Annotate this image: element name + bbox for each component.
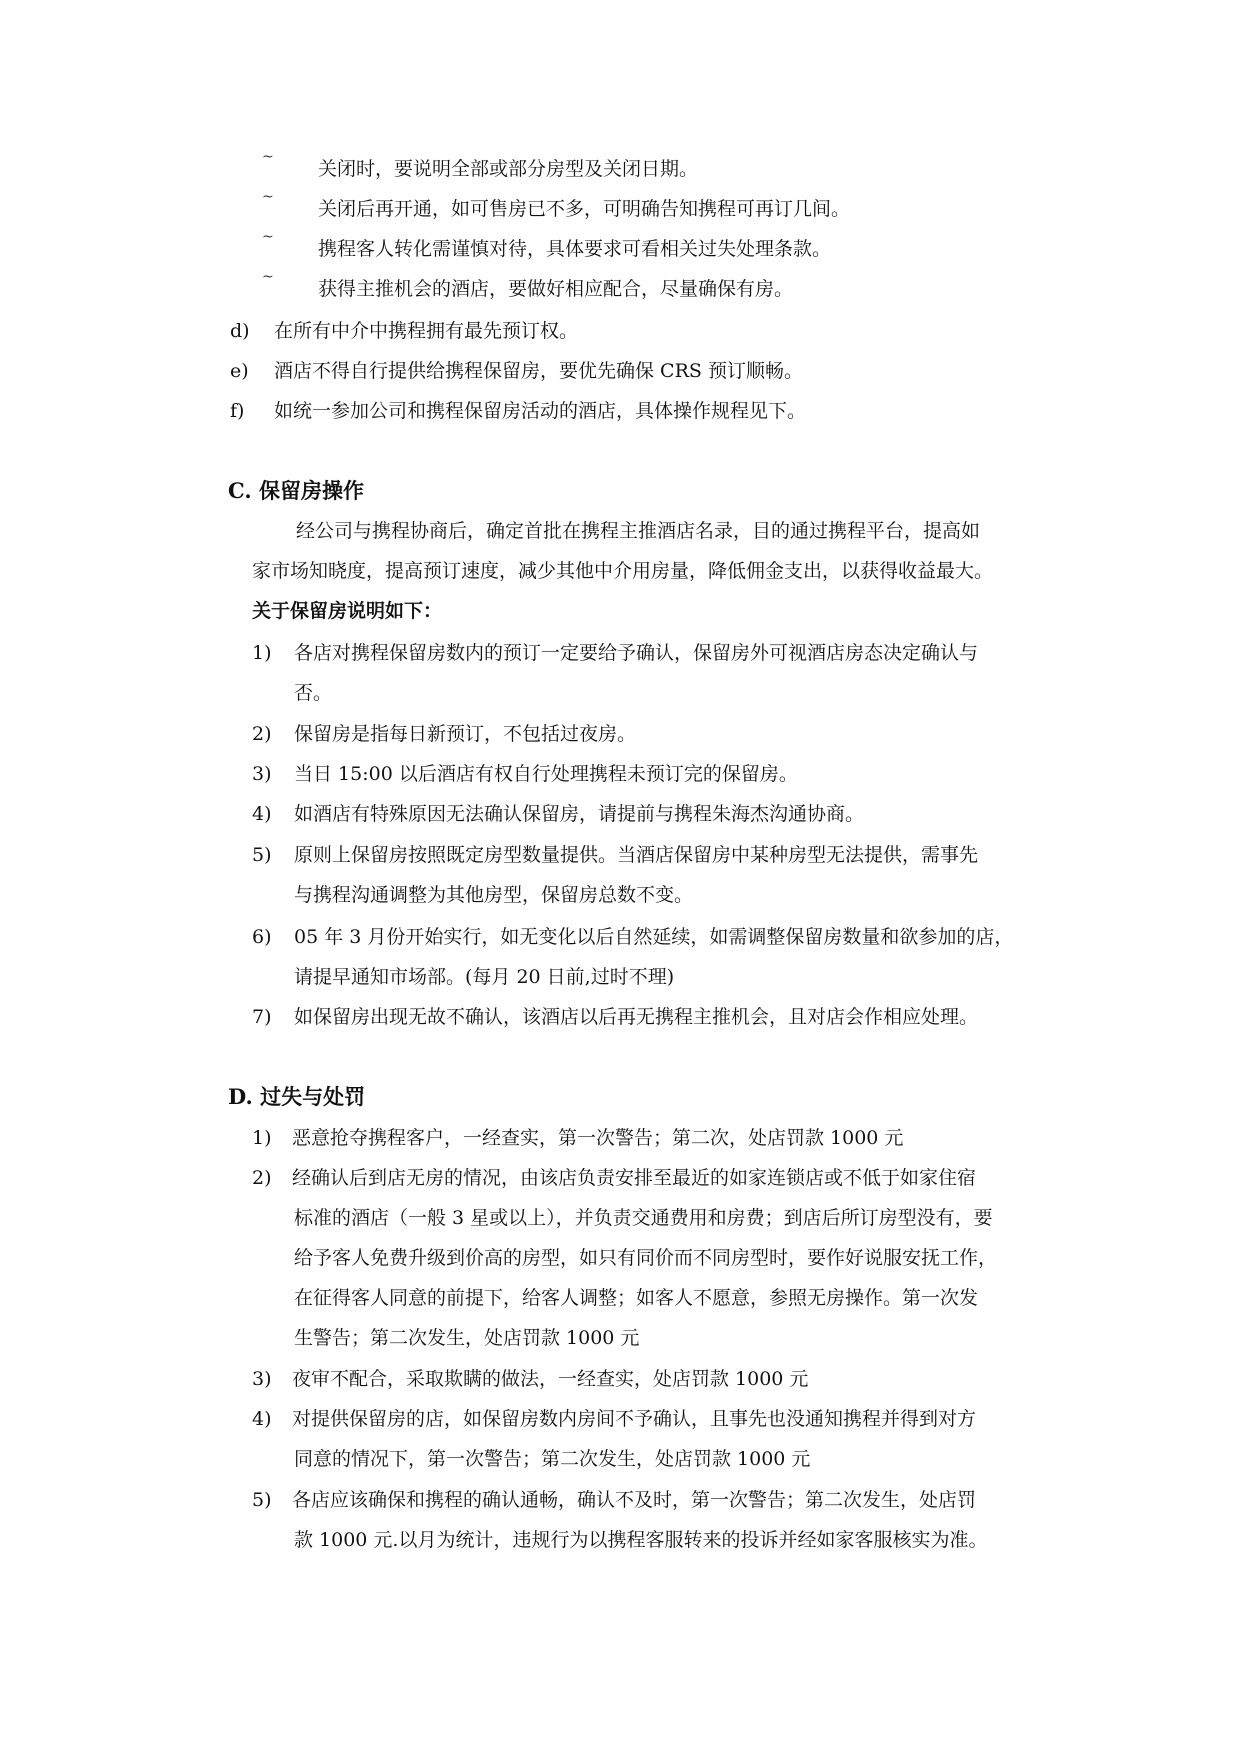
list-marker: 2): [252, 1167, 272, 1189]
list-item: 如保留房出现无故不确认，该酒店以后再无携程主推机会，且对店会作相应处理。: [294, 1006, 979, 1028]
list-marker: 6): [252, 926, 272, 948]
list-marker: d): [230, 320, 250, 342]
list-item: 夜审不配合，采取欺瞒的做法，一经查实，处店罚款 1000 元: [292, 1368, 809, 1390]
list-marker: e): [230, 360, 249, 382]
list-item-continuation: 与携程沟通调整为其他房型，保留房总数不变。: [294, 884, 694, 906]
list-item-continuation: 款 1000 元.以月为统计，违规行为以携程客服转来的投诉并经如家客服核实为准。: [294, 1529, 988, 1551]
list-marker: 4): [252, 1408, 272, 1430]
list-marker: 3): [252, 1368, 272, 1390]
bullet-marker: ~: [262, 269, 274, 285]
bullet-text: 携程客人转化需谨慎对待，具体要求可看相关过失处理条款。: [318, 238, 832, 260]
bullet-marker: ~: [262, 149, 274, 165]
list-item: 经确认后到店无房的情况，由该店负责安排至最近的如家连锁店或不低于如家住宿: [292, 1167, 977, 1189]
list-item: 当日 15:00 以后酒店有权自行处理携程未预订完的保留房。: [294, 763, 798, 785]
list-item: 各店对携程保留房数内的预订一定要给予确认，保留房外可视酒店房态决定确认与: [294, 642, 979, 664]
bullet-text: 关闭后再开通，如可售房已不多，可明确告知携程可再订几间。: [318, 198, 851, 220]
bullet-marker: ~: [262, 189, 274, 205]
list-marker: 1): [252, 642, 272, 664]
list-marker: 2): [252, 723, 272, 745]
section-d-heading: D. 过失与处罚: [228, 1084, 366, 1109]
bullet-text: 获得主推机会的酒店，要做好相应配合，尽量确保有房。: [318, 278, 794, 300]
list-item: 如酒店有特殊原因无法确认保留房，请提前与携程朱海杰沟通协商。: [294, 803, 865, 825]
section-c-subheading: 关于保留房说明如下：: [252, 600, 443, 622]
list-item: 对提供保留房的店，如保留房数内房间不予确认，且事先也没通知携程并得到对方: [292, 1408, 977, 1430]
list-item-continuation: 请提早通知市场部。(每月 20 日前,过时不理): [294, 966, 675, 988]
list-marker: 4): [252, 803, 272, 825]
list-item: 酒店不得自行提供给携程保留房，要优先确保 CRS 预订顺畅。: [274, 360, 803, 382]
list-item-continuation: 生警告；第二次发生，处店罚款 1000 元: [294, 1327, 640, 1349]
list-marker: 5): [252, 844, 272, 866]
list-item-continuation: 标准的酒店（一般 3 星或以上），并负责交通费用和房费；到店后所订房型没有，要: [294, 1207, 993, 1229]
list-item: 各店应该确保和携程的确认通畅，确认不及时，第一次警告；第二次发生，处店罚: [292, 1489, 977, 1511]
list-item-continuation: 给予客人免费升级到价高的房型，如只有同价而不同房型时，要作好说服安抚工作，: [294, 1247, 998, 1269]
section-c-intro: 家市场知晓度，提高预订速度，减少其他中介用房量，降低佣金支出，以获得收益最大。: [252, 560, 994, 582]
list-marker: 5): [252, 1489, 272, 1511]
list-item: 保留房是指每日新预订，不包括过夜房。: [294, 723, 637, 745]
list-marker: 3): [252, 763, 272, 785]
list-item: 05 年 3 月份开始实行，如无变化以后自然延续，如需调整保留房数量和欲参加的店，: [294, 926, 1014, 948]
list-marker: f): [230, 400, 245, 422]
list-item: 如统一参加公司和携程保留房活动的酒店，具体操作规程见下。: [274, 400, 807, 422]
list-item-continuation: 否。: [294, 682, 333, 704]
list-item-continuation: 在征得客人同意的前提下，给客人调整；如客人不愿意，参照无房操作。第一次发: [294, 1287, 979, 1309]
bullet-marker: ~: [262, 229, 274, 245]
list-item-continuation: 同意的情况下，第一次警告；第二次发生，处店罚款 1000 元: [294, 1448, 811, 1470]
bullet-text: 关闭时，要说明全部或部分房型及关闭日期。: [318, 158, 699, 180]
list-item: 原则上保留房按照既定房型数量提供。当酒店保留房中某种房型无法提供，需事先: [294, 844, 979, 866]
list-item: 恶意抢夺携程客户，一经查实，第一次警告；第二次，处店罚款 1000 元: [292, 1127, 904, 1149]
list-item: 在所有中介中携程拥有最先预订权。: [274, 320, 579, 342]
section-c-heading: C. 保留房操作: [228, 478, 364, 503]
list-marker: 1): [252, 1127, 272, 1149]
section-c-intro: 经公司与携程协商后，确定首批在携程主推酒店名录，目的通过携程平台，提高如: [296, 520, 981, 542]
list-marker: 7): [252, 1006, 272, 1028]
